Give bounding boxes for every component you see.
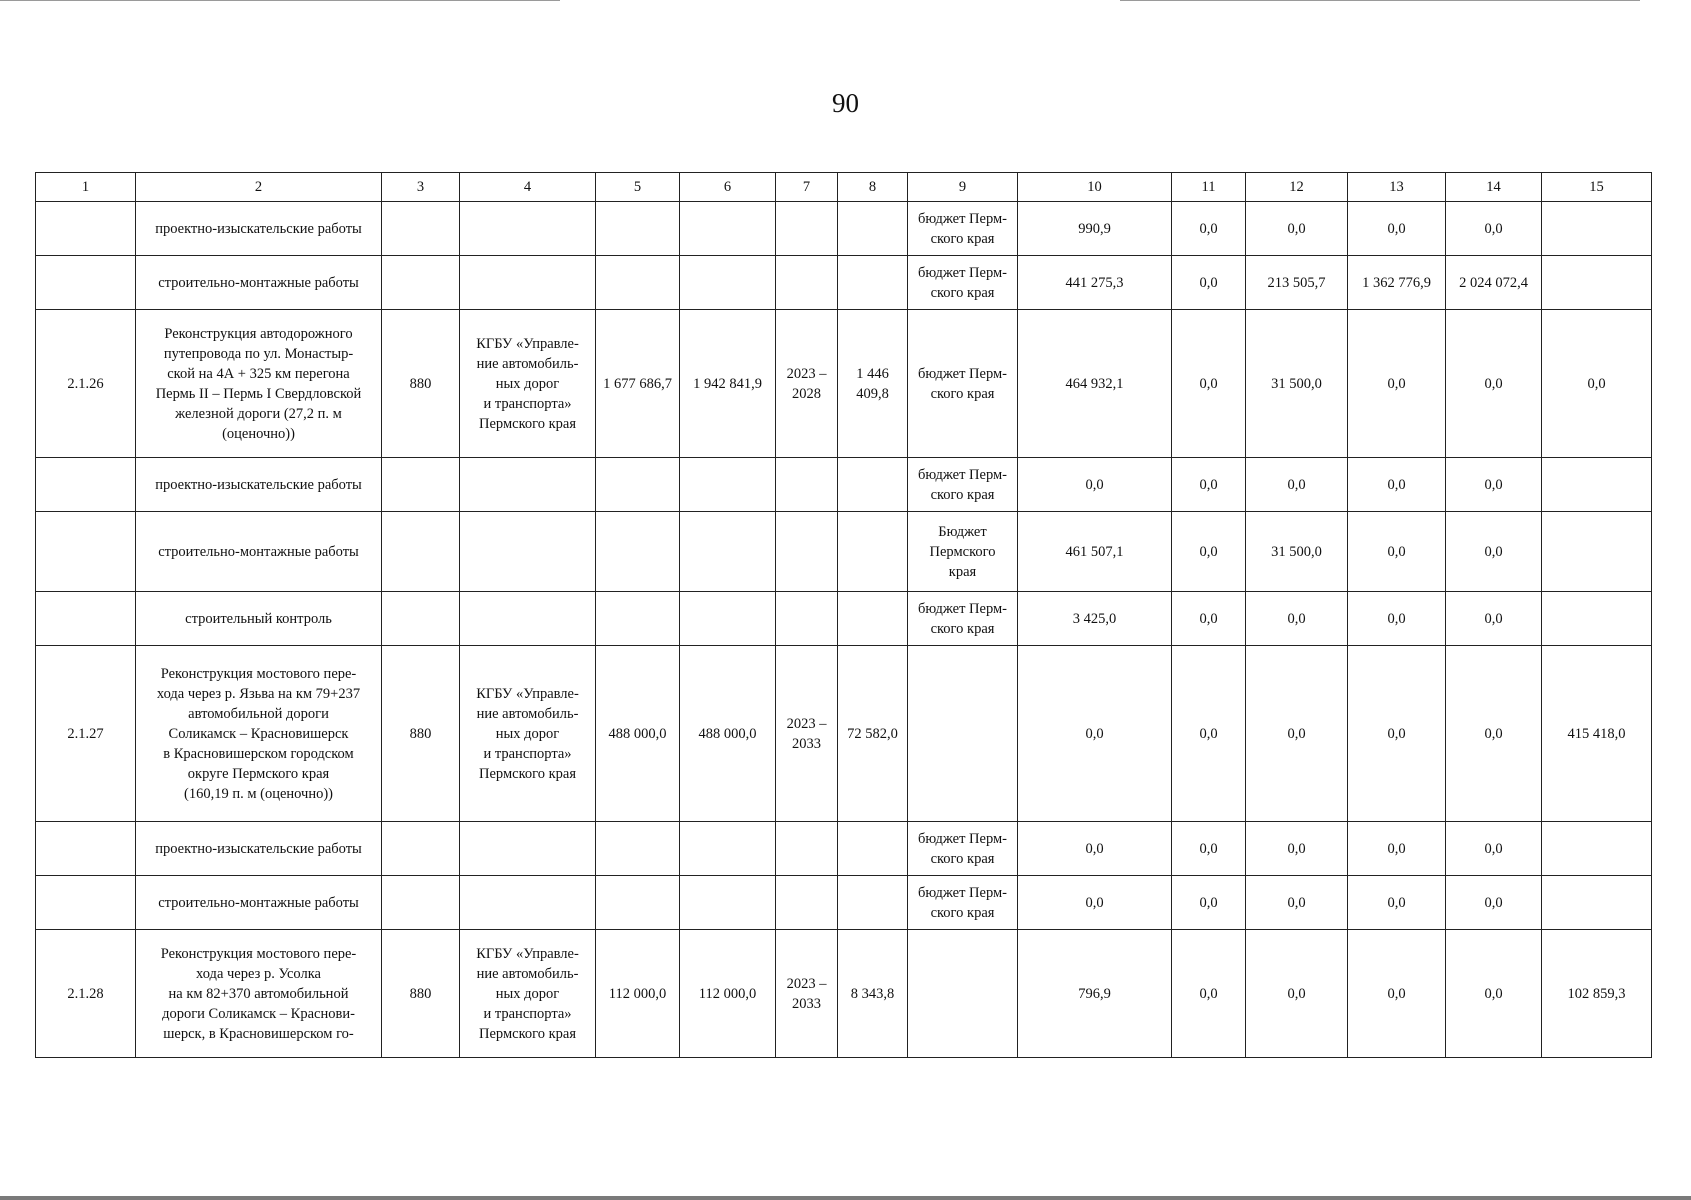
work-name-cell: проектно-изыскательские работы <box>136 458 382 512</box>
period-cell <box>776 822 838 876</box>
amount-col12-cell: 0,0 <box>1246 646 1348 822</box>
item-number-cell: 2.1.27 <box>36 646 136 822</box>
work-name-cell: строительно-монтажные работы <box>136 512 382 592</box>
amount-col13-cell: 1 362 776,9 <box>1348 256 1446 310</box>
table-row <box>36 202 1652 256</box>
period-cell: 2023 – 2033 <box>776 930 838 1058</box>
table-row <box>36 458 1652 512</box>
column-number: 5 <box>596 173 680 202</box>
item-number-cell <box>36 256 136 310</box>
table-row <box>36 512 1652 592</box>
funding-source-cell: бюджет Перм- ского края <box>908 876 1018 930</box>
estimated-cost-cell <box>596 592 680 646</box>
period-cell <box>776 458 838 512</box>
customer-cell <box>460 512 596 592</box>
column-number: 15 <box>1542 173 1652 202</box>
column-number: 8 <box>838 173 908 202</box>
amount-col11-cell: 0,0 <box>1172 592 1246 646</box>
code-cell <box>382 876 460 930</box>
amount-col14-cell: 0,0 <box>1446 310 1542 458</box>
customer-cell <box>460 256 596 310</box>
amount-col12-cell: 213 505,7 <box>1246 256 1348 310</box>
estimated-cost-cell <box>596 822 680 876</box>
estimated-cost-cell <box>596 256 680 310</box>
amount-col15-cell <box>1542 256 1652 310</box>
work-name-cell: Реконструкция мостового пере- хода через р. Язьва на км 79+237 автомобильной дороги Соликамск – Красновишерск в Красновишерском городском округе Пермского края (160,19 п. м (оценочно)) <box>136 646 382 822</box>
amount-col10-cell: 464 932,1 <box>1018 310 1172 458</box>
customer-cell <box>460 822 596 876</box>
table-body <box>36 173 1652 1058</box>
column-number: 14 <box>1446 173 1542 202</box>
spent-cell <box>838 202 908 256</box>
amount-col10-cell: 990,9 <box>1018 202 1172 256</box>
column-number: 10 <box>1018 173 1172 202</box>
amount-col10-cell: 441 275,3 <box>1018 256 1172 310</box>
customer-cell: КГБУ «Управле- ние автомобиль- ных дорог и транспорта» Пермского края <box>460 930 596 1058</box>
total-cost-cell <box>680 592 776 646</box>
item-number-cell <box>36 458 136 512</box>
estimated-cost-cell <box>596 512 680 592</box>
amount-col14-cell: 0,0 <box>1446 876 1542 930</box>
code-cell: 880 <box>382 646 460 822</box>
spent-cell <box>838 822 908 876</box>
work-name-cell: строительно-монтажные работы <box>136 876 382 930</box>
total-cost-cell <box>680 256 776 310</box>
period-cell <box>776 876 838 930</box>
total-cost-cell: 1 942 841,9 <box>680 310 776 458</box>
budget-table <box>35 172 1652 1058</box>
amount-col13-cell: 0,0 <box>1348 646 1446 822</box>
amount-col13-cell: 0,0 <box>1348 822 1446 876</box>
amount-col10-cell: 0,0 <box>1018 646 1172 822</box>
column-number: 13 <box>1348 173 1446 202</box>
spent-cell: 1 446 409,8 <box>838 310 908 458</box>
funding-source-cell: бюджет Перм- ского края <box>908 202 1018 256</box>
spent-cell <box>838 458 908 512</box>
amount-col14-cell: 0,0 <box>1446 592 1542 646</box>
amount-col11-cell: 0,0 <box>1172 256 1246 310</box>
amount-col14-cell: 0,0 <box>1446 202 1542 256</box>
period-cell <box>776 202 838 256</box>
amount-col11-cell: 0,0 <box>1172 512 1246 592</box>
column-number: 9 <box>908 173 1018 202</box>
code-cell <box>382 458 460 512</box>
item-number-cell <box>36 202 136 256</box>
item-number-cell: 2.1.28 <box>36 930 136 1058</box>
work-name-cell: строительно-монтажные работы <box>136 256 382 310</box>
customer-cell <box>460 592 596 646</box>
code-cell <box>382 512 460 592</box>
column-number: 4 <box>460 173 596 202</box>
code-cell <box>382 592 460 646</box>
amount-col15-cell: 102 859,3 <box>1542 930 1652 1058</box>
funding-source-cell: бюджет Перм- ского края <box>908 822 1018 876</box>
column-number: 2 <box>136 173 382 202</box>
amount-col12-cell: 0,0 <box>1246 458 1348 512</box>
spent-cell <box>838 876 908 930</box>
period-cell <box>776 256 838 310</box>
amount-col14-cell: 0,0 <box>1446 822 1542 876</box>
amount-col12-cell: 31 500,0 <box>1246 512 1348 592</box>
column-number-row <box>36 173 1652 202</box>
period-cell <box>776 592 838 646</box>
code-cell: 880 <box>382 310 460 458</box>
table-row <box>36 256 1652 310</box>
spent-cell: 72 582,0 <box>838 646 908 822</box>
funding-source-cell <box>908 930 1018 1058</box>
amount-col15-cell <box>1542 876 1652 930</box>
table-row <box>36 646 1652 822</box>
amount-col11-cell: 0,0 <box>1172 876 1246 930</box>
amount-col15-cell: 0,0 <box>1542 310 1652 458</box>
code-cell <box>382 822 460 876</box>
estimated-cost-cell <box>596 202 680 256</box>
funding-source-cell: бюджет Перм- ского края <box>908 310 1018 458</box>
amount-col15-cell <box>1542 458 1652 512</box>
period-cell <box>776 512 838 592</box>
customer-cell <box>460 202 596 256</box>
total-cost-cell: 488 000,0 <box>680 646 776 822</box>
estimated-cost-cell <box>596 458 680 512</box>
amount-col10-cell: 0,0 <box>1018 822 1172 876</box>
total-cost-cell <box>680 512 776 592</box>
total-cost-cell <box>680 202 776 256</box>
amount-col11-cell: 0,0 <box>1172 310 1246 458</box>
amount-col13-cell: 0,0 <box>1348 202 1446 256</box>
work-name-cell: проектно-изыскательские работы <box>136 822 382 876</box>
estimated-cost-cell: 488 000,0 <box>596 646 680 822</box>
spent-cell <box>838 512 908 592</box>
amount-col11-cell: 0,0 <box>1172 646 1246 822</box>
column-number: 12 <box>1246 173 1348 202</box>
amount-col15-cell <box>1542 822 1652 876</box>
column-number: 3 <box>382 173 460 202</box>
amount-col13-cell: 0,0 <box>1348 876 1446 930</box>
amount-col10-cell: 461 507,1 <box>1018 512 1172 592</box>
work-name-cell: Реконструкция автодорожного путепровода по ул. Монастыр- ской на 4А + 325 км перегона Пермь II – Пермь I Свердловской железной дороги (27,2 п. м (оценочно)) <box>136 310 382 458</box>
amount-col10-cell: 0,0 <box>1018 876 1172 930</box>
spent-cell <box>838 592 908 646</box>
amount-col11-cell: 0,0 <box>1172 822 1246 876</box>
amount-col12-cell: 31 500,0 <box>1246 310 1348 458</box>
estimated-cost-cell <box>596 876 680 930</box>
item-number-cell: 2.1.26 <box>36 310 136 458</box>
top-scan-edge-right <box>1120 0 1640 1</box>
customer-cell: КГБУ «Управле- ние автомобиль- ных дорог и транспорта» Пермского края <box>460 310 596 458</box>
table-row <box>36 876 1652 930</box>
period-cell: 2023 – 2028 <box>776 310 838 458</box>
amount-col15-cell <box>1542 512 1652 592</box>
column-number: 1 <box>36 173 136 202</box>
amount-col13-cell: 0,0 <box>1348 458 1446 512</box>
amount-col14-cell: 0,0 <box>1446 646 1542 822</box>
amount-col11-cell: 0,0 <box>1172 930 1246 1058</box>
bottom-scan-edge <box>0 1196 1691 1200</box>
code-cell <box>382 202 460 256</box>
amount-col12-cell: 0,0 <box>1246 822 1348 876</box>
item-number-cell <box>36 822 136 876</box>
column-number: 6 <box>680 173 776 202</box>
customer-cell: КГБУ «Управле- ние автомобиль- ных дорог и транспорта» Пермского края <box>460 646 596 822</box>
column-number: 11 <box>1172 173 1246 202</box>
period-cell: 2023 – 2033 <box>776 646 838 822</box>
amount-col14-cell: 0,0 <box>1446 512 1542 592</box>
spent-cell: 8 343,8 <box>838 930 908 1058</box>
amount-col15-cell <box>1542 202 1652 256</box>
total-cost-cell: 112 000,0 <box>680 930 776 1058</box>
customer-cell <box>460 458 596 512</box>
item-number-cell <box>36 512 136 592</box>
amount-col13-cell: 0,0 <box>1348 512 1446 592</box>
amount-col15-cell <box>1542 592 1652 646</box>
amount-col14-cell: 0,0 <box>1446 458 1542 512</box>
amount-col14-cell: 0,0 <box>1446 930 1542 1058</box>
amount-col13-cell: 0,0 <box>1348 310 1446 458</box>
amount-col10-cell: 3 425,0 <box>1018 592 1172 646</box>
total-cost-cell <box>680 458 776 512</box>
estimated-cost-cell: 112 000,0 <box>596 930 680 1058</box>
funding-source-cell: Бюджет Пермского края <box>908 512 1018 592</box>
amount-col12-cell: 0,0 <box>1246 930 1348 1058</box>
amount-col10-cell: 796,9 <box>1018 930 1172 1058</box>
funding-source-cell: бюджет Перм- ского края <box>908 458 1018 512</box>
amount-col12-cell: 0,0 <box>1246 876 1348 930</box>
spent-cell <box>838 256 908 310</box>
amount-col14-cell: 2 024 072,4 <box>1446 256 1542 310</box>
amount-col15-cell: 415 418,0 <box>1542 646 1652 822</box>
item-number-cell <box>36 592 136 646</box>
amount-col11-cell: 0,0 <box>1172 202 1246 256</box>
amount-col13-cell: 0,0 <box>1348 930 1446 1058</box>
funding-source-cell: бюджет Перм- ского края <box>908 592 1018 646</box>
column-number: 7 <box>776 173 838 202</box>
table-row <box>36 930 1652 1058</box>
amount-col12-cell: 0,0 <box>1246 202 1348 256</box>
code-cell: 880 <box>382 930 460 1058</box>
funding-source-cell: бюджет Перм- ского края <box>908 256 1018 310</box>
estimated-cost-cell: 1 677 686,7 <box>596 310 680 458</box>
work-name-cell: строительный контроль <box>136 592 382 646</box>
table-row <box>36 310 1652 458</box>
total-cost-cell <box>680 822 776 876</box>
page-number: 90 <box>832 88 859 118</box>
amount-col12-cell: 0,0 <box>1246 592 1348 646</box>
amount-col13-cell: 0,0 <box>1348 592 1446 646</box>
work-name-cell: проектно-изыскательские работы <box>136 202 382 256</box>
code-cell <box>382 256 460 310</box>
amount-col11-cell: 0,0 <box>1172 458 1246 512</box>
work-name-cell: Реконструкция мостового пере- хода через р. Усолка на км 82+370 автомобильной дороги Соликамск – Краснови- шерск, в Красновишерском го- <box>136 930 382 1058</box>
total-cost-cell <box>680 876 776 930</box>
table-row <box>36 592 1652 646</box>
top-scan-edge <box>0 0 560 1</box>
customer-cell <box>460 876 596 930</box>
amount-col10-cell: 0,0 <box>1018 458 1172 512</box>
table-row <box>36 822 1652 876</box>
funding-source-cell <box>908 646 1018 822</box>
item-number-cell <box>36 876 136 930</box>
